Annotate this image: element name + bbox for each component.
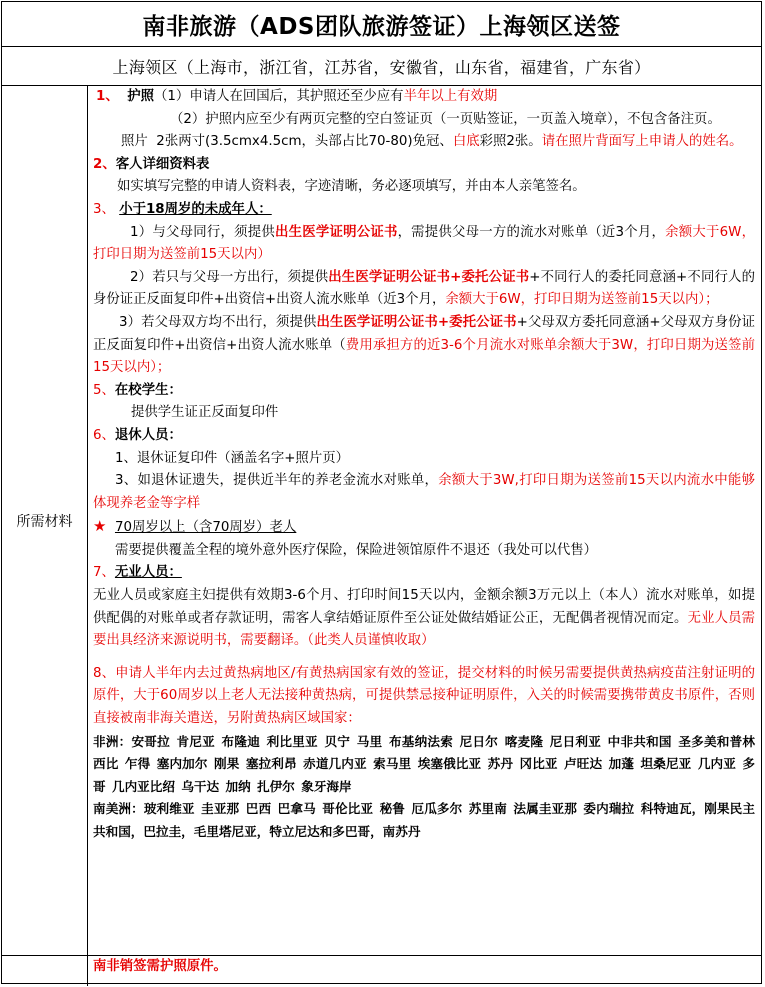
- passport-heading: 护照: [127, 89, 155, 104]
- passport-line-1: 1、 护照（1）申请人在回国后，其护照还至少应有半年以上有效期: [96, 89, 498, 104]
- materials-content: [88, 86, 761, 955]
- retiree-item-3: 3、如退休证遗失，提供近半年的养老金流水对账单，余额大于3W,打印日期为送签前15天以内流水中能够体现养老金等字样: [93, 473, 755, 511]
- student-text: 提供学生证正反面复印件: [131, 405, 279, 421]
- footer-label-cell: [2, 956, 88, 986]
- applicant-form-heading: 2、客人详细资料表: [93, 156, 210, 172]
- minor-heading: 3、 小于18周岁的未成年人：: [93, 201, 272, 217]
- region-header: 上海领区（上海市，浙江省，江苏省，安徽省，山东省，福建省，广东省）: [2, 47, 761, 86]
- america-countries: 南美洲：玻利维亚 圭亚那 巴西 巴拿马 哥伦比亚 秘鲁 厄瓜多尔 苏里南 法属圭亚那 委内瑞拉 科特迪瓦，刚果民主共和国，巴拉圭，毛里塔尼亚，特立尼达和多巴哥，南苏丹: [93, 801, 755, 839]
- photo-requirement: 照片 2张两寸(3.5cmx4.5cm，头部占比70-80)免冠、白底彩照2张。请在照片背面写上申请人的姓名。: [121, 134, 743, 150]
- footer-note: 南非销签需护照原件。: [93, 959, 227, 974]
- section-label: 所需材料: [2, 86, 88, 955]
- senior-heading: ★ 70周岁以上（含70周岁）老人: [93, 517, 297, 536]
- student-heading: 5、在校学生：: [93, 382, 182, 398]
- minor-case-2: 2）若只与父母一方出行，须提供出生医学证明公证书+委托公证书+不同行人的委托同意涵+不同行人的身份证正反面复印件+出资信+出资人流水账单（近3个月，余额大于6W，打印日期为送签前15天以内）；: [93, 269, 755, 308]
- unemployed-heading: 7、无业人员：: [93, 565, 182, 581]
- star-icon: ★: [93, 517, 107, 536]
- materials-row: [2, 86, 761, 956]
- senior-text: 需要提供覆盖全程的境外意外医疗保险，保险进领馆原件不退还（我处可以代售）: [115, 542, 598, 558]
- passport-line-2: （2）护照内应至少有两页完整的空白签证页（一页贴签证，一页盖入境章），不包含备注页。: [170, 111, 721, 127]
- africa-countries: 非洲：安哥拉 肯尼亚 布隆迪 利比里亚 贝宁 马里 布基纳法索 尼日尔 喀麦隆 尼日利亚 中非共和国 圣多美和普林西比 乍得 塞内加尔 刚果 塞拉利昂 赤道几内亚 索马里 埃塞俄比亚 苏丹 冈比亚 卢旺达 加蓬 坦桑尼亚 几内亚 多哥 几内亚比绍 乌干达 加纳 扎伊尔 象牙海岸: [93, 733, 755, 794]
- page-title: 南非旅游（ADS团队旅游签证）上海领区送签: [2, 2, 761, 47]
- applicant-form-text: 如实填写完整的申请人资料表，字迹清晰，务必逐项填写，并由本人亲笔签名。: [117, 179, 586, 195]
- retiree-heading: 6、退休人员：: [93, 427, 182, 443]
- footer-row: [2, 956, 761, 986]
- unemployed-text: 无业人员或家庭主妇提供有效期3-6个月、打印时间15天以内，金额余额3万元以上（本人）流水对账单，如提供配偶的对账单或者存款证明，需客人拿结婚证原件至公证处做结婚证公正，无配偶者视情况而定。无业人员需要出具经济来源说明书，需要翻译。（此类人员谨慎收取）: [93, 588, 756, 649]
- retiree-item-1: 1、退休证复印件（涵盖名字+照片页）: [115, 450, 349, 466]
- minor-case-1: 1）与父母同行，须提供出生医学证明公证书，需提供父母一方的流水对账单（近3个月，余额大于6W，打印日期为送签前15天以内）: [93, 224, 755, 263]
- yellow-fever-text: 8、申请人半年内去过黄热病地区/有黄热病国家有效的签证，提交材料的时候另需要提供黄热病疫苗注射证明的原件，大于60周岁以上老人无法接种黄热病，可提供禁忌接种证明原件，入关的时候需要携带黄皮书原件，否则直接被南非海关遣送，另附黄热病区域国家：: [93, 665, 755, 727]
- minor-case-3: 3）若父母双方均不出行，须提供出生医学证明公证书+委托公证书+父母双方委托同意涵+父母双方身份证正反面复印件+出资信+出资人流水账单（费用承担方的近3-6个月流水对账单余额大于3W，打印日期为送签前15天以内）；: [93, 314, 755, 376]
- visa-requirements-sheet: [1, 1, 762, 984]
